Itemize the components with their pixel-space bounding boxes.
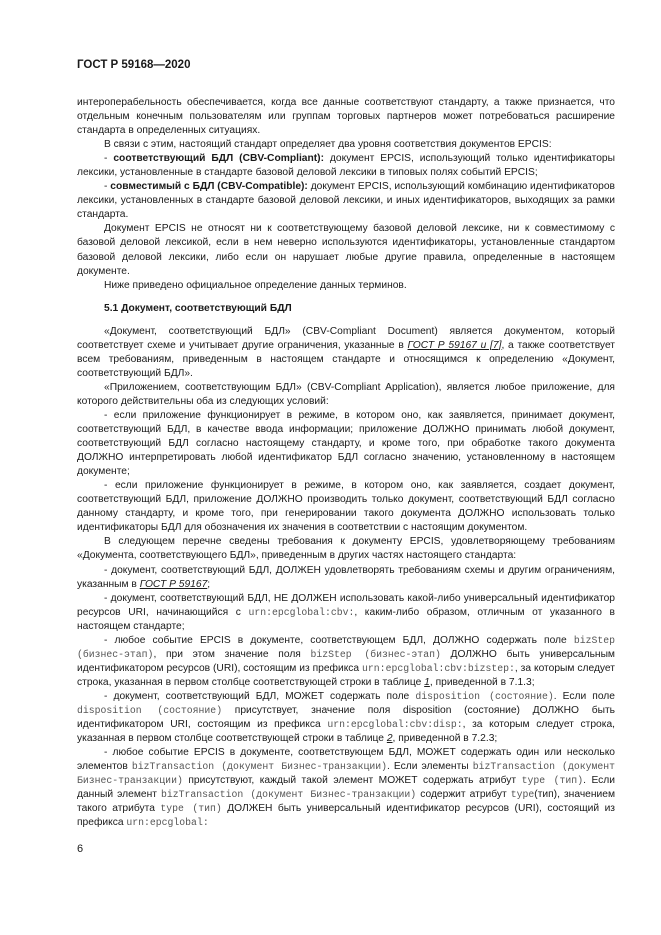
term-cbv-compatible: совместимый с БДЛ (CBV-Compatible): xyxy=(110,181,308,193)
code-term: bizTransaction (документ Бизнес-транзакции) xyxy=(77,761,615,787)
paragraph: «Документ, соответствующий БДЛ» (CBV-Compliant Document) является документом, который соответствует схеме и учитывает другие ограничения, указанные в ГОСТ Р 59167 и [7], а также соответствует всем требованиям, приведенным в настоящем стандарте и относящимся к определению «Документ, соответствующий БДЛ». xyxy=(77,325,616,379)
code-term: urn:epcglobal:cbv:bizstep: xyxy=(362,662,515,674)
code-term: urn:epcglobal:cbv:disp: xyxy=(327,719,463,731)
paragraph: интероперабельность обеспечивается, когда все данные соответствуют стандарту, а также признается, что отдельным конечным пользователям или группам торговых партнеров может потребоваться расширение стандарта в определенных ситуациях. xyxy=(77,97,615,137)
code-term: bizTransaction (документ Бизнес-транзакции) xyxy=(131,761,388,773)
term-cbv-compliant: соответствующий БДЛ (CBV-Compliant): xyxy=(113,153,324,165)
code-term: bizTransaction (документ Бизнес-транзакции) xyxy=(160,789,417,801)
list-item: - совместимый с БДЛ (CBV-Compatible): документ EPCIS, использующий комбинацию идентификаторов лексики, установленных в стандарте базовой деловой лексики, и иных идентификаторов, выходящих за рамки стандарта. xyxy=(77,181,615,221)
paragraph: В следующем перечне сведены требования к документу EPCIS, удовлетворяющему требованиям «Документа, соответствующего БДЛ», приведенным в других частях настоящего стандарта: xyxy=(77,536,615,562)
reference-link[interactable]: ГОСТ Р 59167 и [7] xyxy=(407,339,502,351)
list-item: - документ, соответствующий БДЛ, НЕ ДОЛЖЕН использовать какой-либо универсальный идентификатор ресурсов URI, начинающийся с urn:epcglobal:cbv:, каким-либо образом, отличным от указанного в настоящем стандарте; xyxy=(77,592,615,632)
code-term: disposition (состояние) xyxy=(77,704,223,716)
table-reference-link[interactable]: 1 xyxy=(424,676,430,688)
section-heading: 5.1 Документ, соответствующий БДЛ xyxy=(104,302,292,314)
code-term: bizStep (бизнес-этап) xyxy=(77,634,615,660)
document-header: ГОСТ Р 59168—2020 xyxy=(77,59,191,71)
list-item: - если приложение функционирует в режиме, в котором оно, как заявляется, создает документ, соответствующий БДЛ, приложение ДОЛЖНО производить только документ, соответствующий БДЛ согласно данному стандарту, и кроме того, при генерировании такого документа ДОЛЖНО использовать только идентификаторы БДЛ для обозначения их значения в соответствии с настоящим документом. xyxy=(77,480,615,534)
code-term: type (тип) xyxy=(160,803,222,815)
code-term: disposition (состояние) xyxy=(415,690,554,702)
code-term: bizStep (бизнес-этап) xyxy=(310,648,441,660)
paragraph: В связи с этим, настоящий стандарт определяет два уровня соответствия документов EPCIS: xyxy=(104,139,552,151)
code-term: type (тип) xyxy=(521,775,584,787)
list-item: - любое событие EPCIS в документе, соответствующем БДЛ, ДОЛЖНО содержать поле bizStep (бизнес-этап), при этом значение поля bizStep (бизнес-этап) ДОЛЖНО быть универсальным идентификатором ресурсов (URI), состоящим из префикса urn:epcglobal:cbv:bizstep:, за которым следует строка, указанная в первом столбце соответствующей строки в таблице 1, приведенной в 7.1.3; xyxy=(77,634,615,688)
list-item: - соответствующий БДЛ (CBV-Compliant): документ EPCIS, использующий только идентификаторы лексики, установленные в стандарте базовой деловой лексики в типовых полях событий EPCIS; xyxy=(77,153,615,179)
list-item: - любое событие EPCIS в документе, соответствующем БДЛ, МОЖЕТ содержать один или несколько элементов bizTransaction (документ Бизнес-транзакции). Если элементы bizTransaction (документ Бизнес-транзакции) присутствуют, каждый такой элемент МОЖЕТ содержать атрибут type (тип). Если данный элемент bizTransaction (документ Бизнес-транзакции) содержит атрибут type(тип), значением такого атрибута type (тип) ДОЛЖЕН быть универсальный идентификатор ресурсов (URI), состоящий из префикса urn:epcglobal: xyxy=(77,747,615,829)
code-term: urn:epcglobal: xyxy=(126,817,209,829)
list-item: - если приложение функционирует в режиме, в котором оно, как заявляется, принимает документ, соответствующий БДЛ, в качестве ввода информации; приложение ДОЛЖНО принимать любой документ, соответствующий БДЛ согласно настоящему стандарту, и кроме того, при обработке такого документа ДОЛЖНО интерпретировать любой идентификатор БДЛ согласно значению, установленному в настоящем документе; xyxy=(77,409,615,478)
list-item: - документ, соответствующий БДЛ, МОЖЕТ содержать поле disposition (состояние). Если поле disposition (состояние) присутствует, значение поля disposition (состояние) ДОЛЖНО быть идентификатором URI, состоящим из префикса urn:epcglobal:cbv:disp:, за которым следует строка, указанная в первом столбце соответствующей строки в таблице 2, приведенной в 7.2.3; xyxy=(77,690,615,745)
paragraph: «Приложением, соответствующим БДЛ» (CBV-Compliant Application), является любое приложение, для которого действительны оба из следующих условий: xyxy=(77,381,615,407)
code-term: urn:epcglobal:cbv: xyxy=(248,606,355,618)
reference-link[interactable]: ГОСТ Р 59167 xyxy=(139,578,208,590)
paragraph: Ниже приведено официальное определение данных терминов. xyxy=(104,279,407,291)
paragraph: Документ EPCIS не относят ни к соответствующему базовой деловой лексике, ни к совместимому с базовой деловой лексикой, если в нем неверно используются идентификаторы, установленные стандартом базовой деловой лексики, либо если он нарушает любые другие правила, определенные в настоящем документе. xyxy=(77,223,615,277)
document-body xyxy=(77,96,615,830)
table-reference-link[interactable]: 2 xyxy=(386,733,393,745)
page-number: 6 xyxy=(77,843,84,855)
list-item: - документ, соответствующий БДЛ, ДОЛЖЕН удовлетворять требованиям схемы и другим ограничениям, указанным в ГОСТ Р 59167; xyxy=(77,564,615,590)
code-term: type xyxy=(510,789,535,801)
